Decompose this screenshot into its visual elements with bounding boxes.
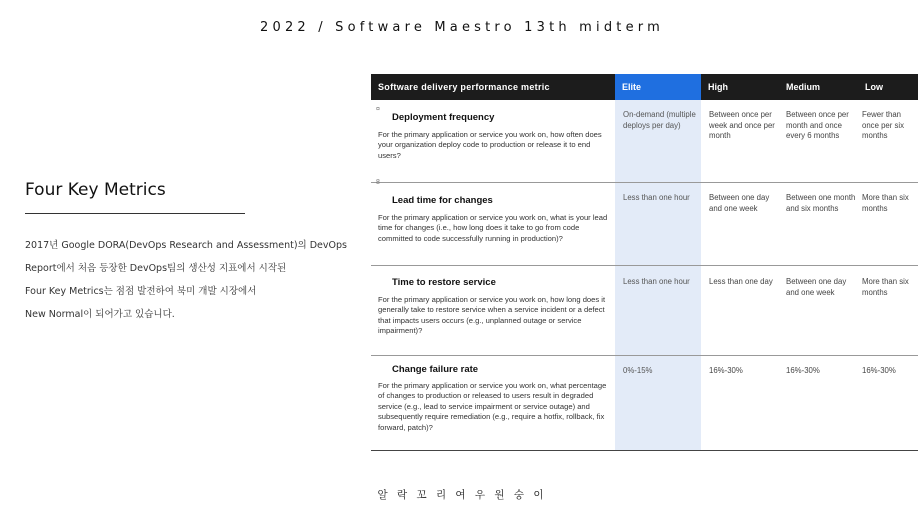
performance-metrics-table [371,74,918,451]
cell-low: 16%-30% [862,366,896,375]
slide-title: 2022 / Software Maestro 13th midterm [260,20,664,35]
cell-high: Less than one day [709,277,773,286]
cell-medium: 16%-30% [786,366,820,375]
header-high: High [708,82,728,92]
cursor-icon: ¤ [376,106,380,113]
cell-low: Fewer than once per six months [862,110,905,141]
table-row [371,179,918,265]
table-row [371,266,918,355]
metric-description: For the primary application or service you work on, how often does your organization deploy code to production or release it to end users? [378,130,602,160]
heading-divider [25,213,245,214]
cell-high: Between once per week and once per month [709,110,775,141]
description-line: Four Key Metrics는 점점 발전하여 북미 개발 시장에서 [25,286,257,297]
description-line: New Normal이 되어가고 있습니다. [25,309,175,320]
header-low: Low [865,82,883,92]
cell-medium: Between one day and one week [786,277,847,297]
table-header [371,74,918,100]
header-elite: Elite [615,74,701,100]
table-row [371,356,918,450]
cell-low: More than six months [862,193,909,213]
table-bottom-border [371,450,918,451]
cell-elite: On-demand (multiple deploys per day) [623,110,696,130]
table-row [371,100,918,182]
cell-high: 16%-30% [709,366,743,375]
section-heading: Four Key Metrics [25,180,166,200]
description-line: 2017년 Google DORA(DevOps Research and Assessment)의 DevOps [25,240,347,251]
footer-text: 알 락 꼬 리 여 우 원 숭 이 [377,489,547,501]
metric-title: Deployment frequency [392,112,495,123]
section-description [25,234,365,326]
cell-elite: Less than one hour [623,193,690,202]
header-metric: Software delivery performance metric [378,82,550,92]
description-line: Report에서 처음 등장한 DevOps팀의 생산성 지표에서 시작된 [25,263,287,274]
metric-description: For the primary application or service you work on, how long does it generally take to restore service when a service incident or a defect that impacts users occurs (e.g., unplanned outage or service impairment)? [378,295,606,336]
cell-elite: 0%-15% [623,366,653,375]
metric-title: Change failure rate [392,364,479,375]
cell-high: Between one day and one week [709,193,770,213]
cell-medium: Between once per month and once every 6 months [786,110,849,141]
metric-title: Time to restore service [392,277,496,288]
metric-title: Lead time for changes [392,195,493,206]
cell-elite: Less than one hour [623,277,690,286]
metric-description: For the primary application or service you work on, what is your lead time for changes (i.e., how long does it take to go from code committed to code successfully running in production)? [378,213,608,243]
cell-low: More than six months [862,277,909,297]
cell-medium: Between one month and six months [786,193,856,213]
header-medium: Medium [786,82,821,92]
handle-icon: 8 [376,179,380,186]
metric-description: For the primary application or service you work on, what percentage of changes to production or released to users result in degraded service (e.g., lead to service impairment or service outage) and subsequently require remediation (e.g., require a hotfix, rollback, fix forward, patch)? [378,381,607,432]
